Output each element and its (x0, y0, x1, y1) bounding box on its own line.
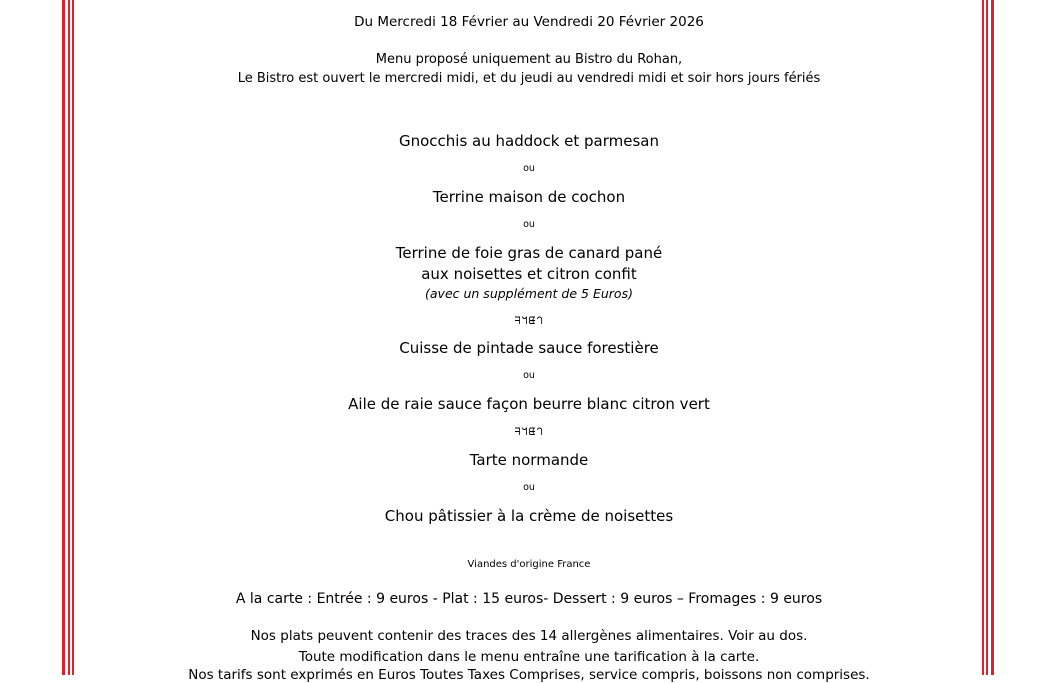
starter-item-3-supplement: (avec un supplément de 5 Euros) (425, 286, 633, 301)
border-stripe (72, 0, 74, 675)
a-la-carte-prices: A la carte : Entrée : 9 euros - Plat : 15 euros- Dessert : 9 euros – Fromages : 9 euros (235, 591, 823, 607)
right-red-border (982, 0, 996, 675)
ou-separator: ou (523, 482, 535, 493)
border-stripe (68, 0, 70, 675)
starter-item-1: Gnocchis au haddock et parmesan (399, 132, 659, 150)
starter-item-2: Terrine maison de cochon (432, 188, 626, 206)
main-item-1: Cuisse de pintade sauce forestière (399, 339, 659, 357)
left-red-border (62, 0, 76, 675)
main-item-2: Aile de raie sauce façon beurre blanc citron vert (348, 395, 710, 413)
menu-note-line1: Menu proposé uniquement au Bistro du Rohan, (375, 52, 683, 67)
dessert-item-1: Tarte normande (469, 451, 589, 469)
modification-note: Toute modification dans le menu entraîne une tarification à la carte. (298, 649, 760, 665)
taxes-note: Nos tarifs sont exprimés en Euros Toutes Taxes Comprises, service compris, boissons non comprises. (188, 667, 870, 683)
course-separator-ornament: ᖷᖻᘀᘃ (514, 427, 544, 438)
ou-separator: ou (523, 370, 535, 381)
border-stripe (982, 0, 984, 675)
course-separator-ornament: ᖷᖻᘀᘃ (514, 316, 544, 327)
border-stripe (991, 0, 994, 675)
border-stripe (62, 0, 65, 675)
starter-item-3-line2: aux noisettes et citron confit (421, 265, 637, 283)
allergens-note: Nos plats peuvent contenir des traces des 14 allergènes alimentaires. Voir au dos. (250, 628, 808, 644)
starter-item-3-line1: Terrine de foie gras de canard pané (395, 244, 663, 262)
border-stripe (986, 0, 988, 675)
menu-dates: Du Mercredi 18 Février au Vendredi 20 Février 2026 (354, 14, 704, 30)
meat-origin-note: Viandes d'origine France (467, 559, 591, 570)
dessert-item-2: Chou pâtissier à la crème de noisettes (384, 507, 674, 525)
ou-separator: ou (523, 163, 535, 174)
menu-note-line2: Le Bistro est ouvert le mercredi midi, et du jeudi au vendredi midi et soir hors jours fériés (237, 71, 821, 86)
ou-separator: ou (523, 219, 535, 230)
